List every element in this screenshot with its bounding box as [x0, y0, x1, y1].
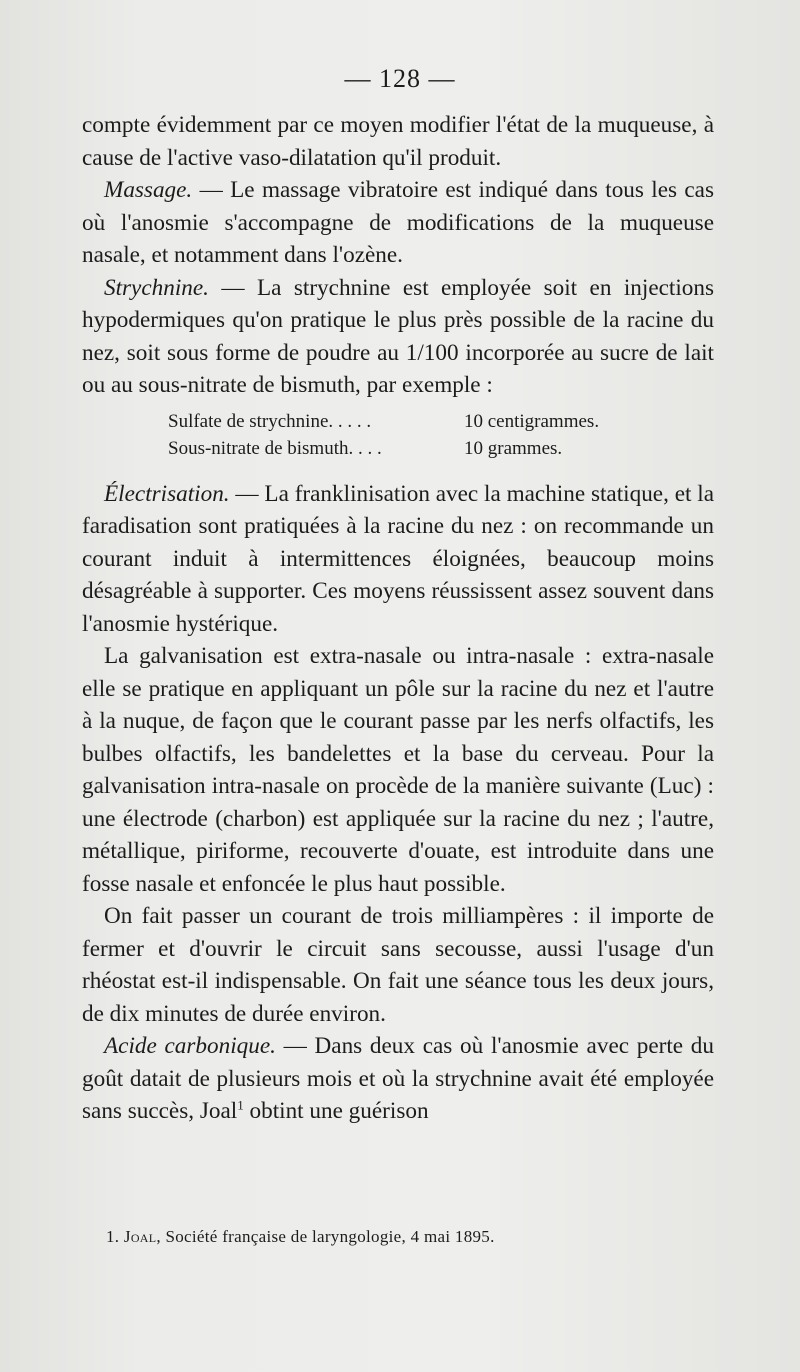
paragraph-text: La galvanisation est extra-nasale ou intra-nasale : extra-nasale elle se pratique en appliquant un pôle sur la racine du nez et l'autre à la nuque, de façon que le courant passe par les nerfs olfactifs, les bulbes olfactifs, les bandelettes et la base du cerveau. Pour la galvanisation intra-nasale on procède de la manière suivante (Luc) : une électrode (charbon) est appliquée sur la racine du nez ; l'autre, métallique, piriforme, recouverte d'ouate, est introduite dans une fosse nasale et enfoncée le plus haut possible.: [82, 643, 714, 897]
paragraph-text: obtint une guérison: [243, 1098, 429, 1124]
footnote-reference: 1: [237, 1097, 244, 1113]
paragraph-text: compte évidemment par ce moyen modifier l'état de la muqueuse, à cause de l'active vaso-dilatation qu'il produit.: [82, 112, 714, 171]
paragraph-continuation: [82, 109, 714, 174]
paragraph-courant: [82, 900, 714, 1030]
paragraph-massage: [82, 174, 714, 272]
paragraph-strychnine: [82, 272, 714, 402]
footnote-marker: 1.: [106, 1227, 120, 1246]
section-heading-strychnine: Strychnine.: [104, 274, 209, 301]
page-number: — 128 —: [344, 64, 456, 93]
footnote-author: Joal,: [123, 1227, 161, 1246]
paragraph-acide-carbonique: [82, 1030, 714, 1128]
paragraph-electrisation: [82, 478, 714, 641]
paragraph-galvanisation: [82, 640, 714, 900]
section-heading-acide-carbonique: Acide carbonique.: [104, 1033, 276, 1059]
paragraph-text: — La strychnine est employée soit en injections hypodermiques qu'on pratique le plus près possible de la racine du nez, soit sous forme de poudre au 1/100 incorporée au sucre de lait ou au sous-nitrate de bismuth, par exemple :: [82, 274, 714, 398]
prescription: [168, 408, 714, 462]
section-heading-massage: Massage.: [104, 177, 193, 203]
paragraph-text: — La franklinisation avec la machine statique, et la faradisation sont pratiquées à la racine du nez : on recommande un courant induit à intermittences éloignées, beaucoup moins désagréable à supporter. Ces moyens réussissent assez souvent dans l'anosmie hystérique.: [82, 480, 714, 637]
prescription-line: [168, 435, 714, 462]
footnote-text: Société française de laryngologie, 4 mai 1895.: [160, 1227, 495, 1246]
section-heading-electrisation: Électrisation.: [104, 480, 230, 507]
ingredient-name: Sulfate de strychnine. . . . .: [168, 410, 372, 432]
prescription-line: [168, 408, 714, 435]
ingredient-dose: 10 centigrammes.: [464, 410, 600, 432]
ingredient-name: Sous-nitrate de bismuth. . . .: [168, 437, 382, 459]
page-body: [82, 109, 714, 1128]
paragraph-text: — Dans deux cas où l'anosmie avec perte du goût datait de plusieurs mois et où la strychnine avait été employée sans succès, Joal: [82, 1033, 714, 1124]
footnote: [106, 1227, 495, 1247]
paragraph-text: On fait passer un courant de trois milliampères : il importe de fermer et d'ouvrir le circuit sans secousse, aussi l'usage d'un rhéostat est-il indispensable. On fait une séance tous les deux jours, de dix minutes de durée environ.: [82, 903, 714, 1027]
ingredient-dose: 10 grammes.: [464, 437, 563, 459]
paragraph-text: — Le massage vibratoire est indiqué dans tous les cas où l'anosmie s'accompagne de modifications de la muqueuse nasale, et notamment dans l'ozène.: [82, 177, 714, 268]
